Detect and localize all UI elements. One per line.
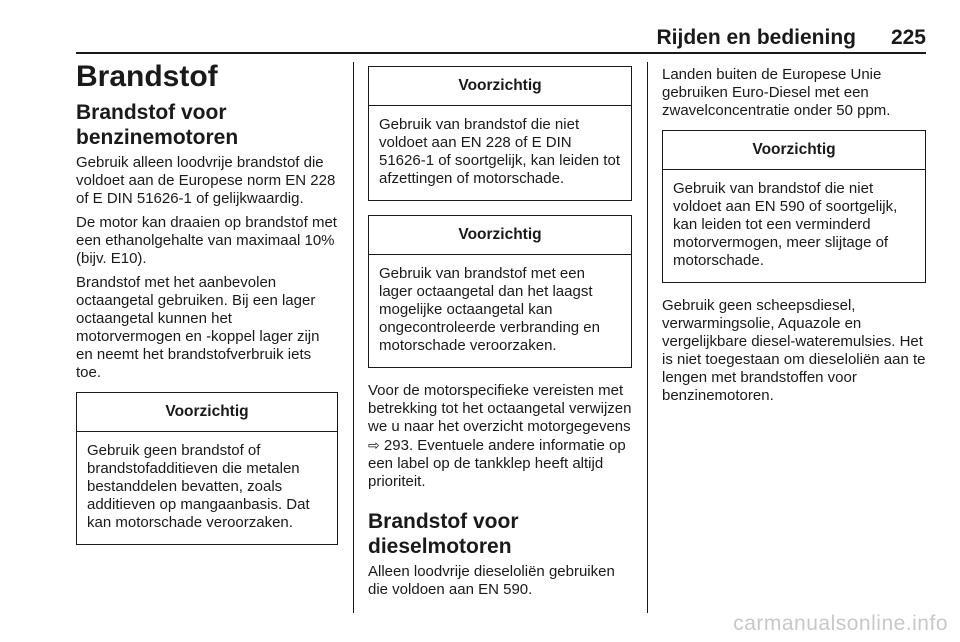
column-2 (368, 60, 632, 605)
caution-text: Gebruik geen brandstof of brandstofadditieven die metalen bestanddelen bevatten, zoals additieven op mangaanbasis. Dat kan motorschade veroorzaken. (87, 442, 310, 531)
caution-title: Voorzichtig (77, 393, 337, 432)
paragraph: Gebruik geen scheepsdiesel, verwarmingsolie, Aquazole en vergelijkbare diesel-wateremulsies. Het is niet toegestaan om dieseloliën aan te lengen met brandstoffen voor benzinemotoren. (662, 297, 926, 404)
caution-box (368, 215, 632, 368)
paragraph: De motor kan draaien op brandstof met een ethanolgehalte van maximaal 10% (bijv. E10). (76, 214, 337, 267)
caution-box (76, 392, 338, 545)
caution-box (368, 66, 632, 201)
caution-title: Voorzichtig (663, 131, 925, 170)
header-rule (76, 52, 926, 54)
caution-text: Gebruik van brandstof met een lager octaangetal dan het laagst mogelijke octaangetal kan ongecontroleerde verbranding en motorschade veroorzaken. (379, 265, 600, 354)
column-divider (353, 62, 354, 613)
page-reference-link[interactable]: 293 (383, 437, 409, 454)
column-1 (76, 60, 338, 559)
paragraph: Brandstof met het aanbevolen octaangetal gebruiken. Bij een lager octaangetal kunnen het motorvermogen en -koppel lager zijn en neemt het brandstofverbruik iets toe. (76, 274, 320, 381)
section-title: Rijden en bediening (656, 26, 856, 49)
page-reference-icon[interactable]: ⇨ (368, 437, 380, 453)
paragraph: Gebruik alleen loodvrije brandstof die voldoet aan de Europese norm EN 228 of E DIN 51626-1 of gelijkwaardig. (76, 154, 336, 207)
caution-text: Gebruik van brandstof die niet voldoet aan EN 590 of soortgelijk, kan leiden tot een verminderd motorvermogen, meer slijtage of motorschade. (673, 180, 898, 269)
caution-title: Voorzichtig (369, 67, 631, 106)
page-number: 225 (890, 26, 926, 49)
octane-reference-text: Voor de motorspecifieke vereisten met betrekking tot het octaangetal verwijzen we u naar het overzicht motorgegevens (368, 382, 632, 435)
subheading-benzine: Brandstof voor benzinemotoren (76, 101, 239, 149)
paragraph: Landen buiten de Europese Unie gebruiken Euro-Diesel met een zwavelconcentratie onder 50 ppm. (662, 66, 891, 119)
caution-box (662, 130, 926, 283)
subheading-diesel: Brandstof voor dieselmotoren (368, 510, 519, 558)
paragraph (368, 382, 632, 491)
octane-reference-text-tail: . Eventuele andere informatie op een label op de tankklep heeft altijd prioriteit. (368, 437, 626, 490)
watermark: carmanualsonline.info (733, 612, 948, 635)
heading-brandstof: Brandstof (76, 60, 218, 93)
column-divider (647, 62, 648, 613)
column-3 (662, 60, 926, 411)
caution-text: Gebruik van brandstof die niet voldoet aan EN 228 of E DIN 51626-1 of soortgelijk, kan leiden tot afzettingen of motorschade. (379, 116, 620, 187)
paragraph: Alleen loodvrije dieseloliën gebruiken die voldoen aan EN 590. (368, 563, 615, 598)
caution-title: Voorzichtig (369, 216, 631, 255)
